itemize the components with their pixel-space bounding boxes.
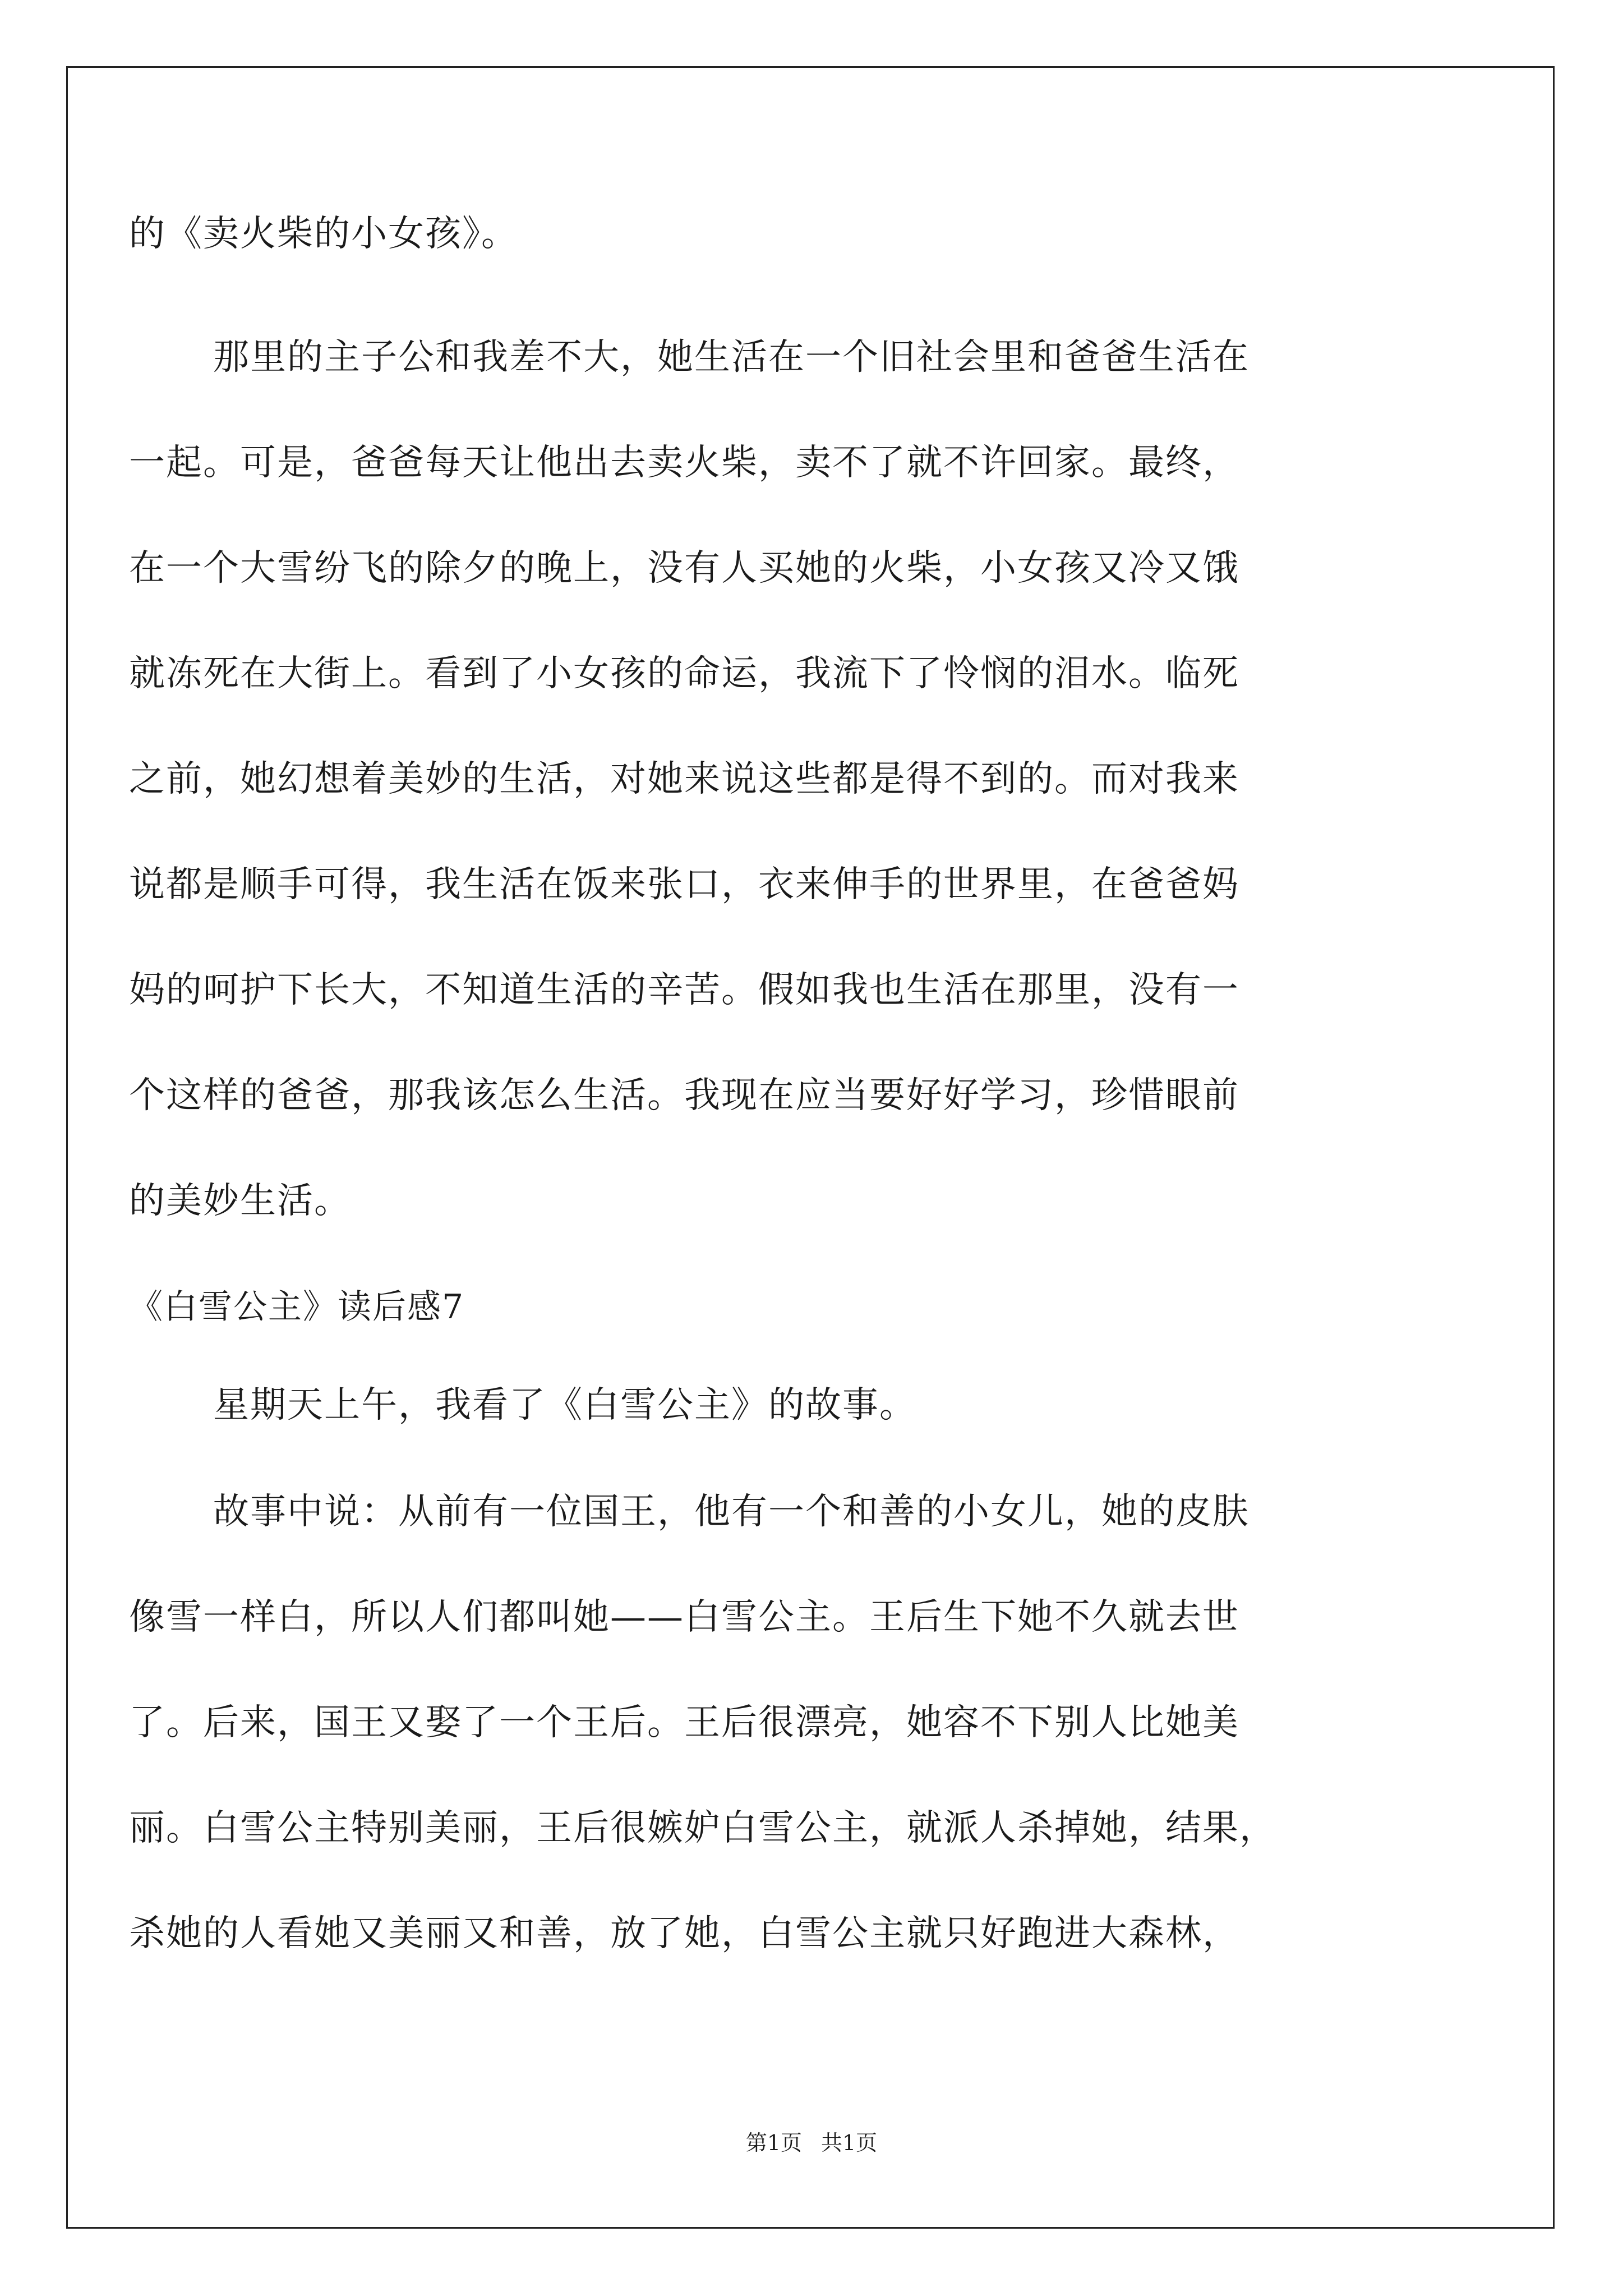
paragraph-line: 一起。可是，爸爸每天让他出去卖火柴，卖不了就不许回家。最终，	[129, 442, 1239, 484]
paragraph-line: 杀她的人看她又美丽又和善，放了她，白雪公主就只好跑进大森林，	[129, 1913, 1239, 1954]
paragraph-line: 的美妙生活。	[129, 1180, 351, 1222]
paragraph-line: 那里的主子公和我差不大，她生活在一个旧社会里和爸爸生活在	[213, 337, 1249, 378]
paragraph-line: 丽。白雪公主特别美丽，王后很嫉妒白雪公主，就派人杀掉她，结果，	[129, 1807, 1276, 1849]
paragraph-line: 了。后来，国王又娶了一个王后。王后很漂亮，她容不下别人比她美	[129, 1702, 1239, 1743]
paragraph-line: 星期天上午，我看了《白雪公主》的故事。	[213, 1384, 916, 1426]
paragraph-line: 在一个大雪纷飞的除夕的晚上，没有人买她的火柴，小女孩又冷又饿	[129, 547, 1239, 589]
page-footer	[0, 2129, 1623, 2157]
paragraph-line: 像雪一样白，所以人们都叫她——白雪公主。王后生下她不久就去世	[129, 1596, 1239, 1638]
paragraph-line: 说都是顺手可得，我生活在饭来张口，衣来伸手的世界里，在爸爸妈	[129, 864, 1239, 905]
paragraph-line: 故事中说：从前有一位国王，他有一个和善的小女儿，她的皮肤	[213, 1491, 1249, 1533]
paragraph-line: 的《卖火柴的小女孩》。	[129, 213, 518, 255]
paragraph-line: 就冻死在大街上。看到了小女孩的命运，我流下了怜悯的泪水。临死	[129, 653, 1239, 694]
paragraph-line: 之前，她幻想着美妙的生活，对她来说这些都是得不到的。而对我来	[129, 758, 1239, 800]
page-number: 第1页	[745, 2131, 802, 2155]
page-border	[66, 66, 1555, 2229]
paragraph-line: 个这样的爸爸，那我该怎么生活。我现在应当要好好学习，珍惜眼前	[129, 1075, 1239, 1116]
paragraph-line: 妈的呵护下长大，不知道生活的辛苦。假如我也生活在那里，没有一	[129, 969, 1239, 1011]
section-heading: 《白雪公主》读后感7	[129, 1287, 465, 1327]
page-total: 共1页	[821, 2131, 878, 2155]
